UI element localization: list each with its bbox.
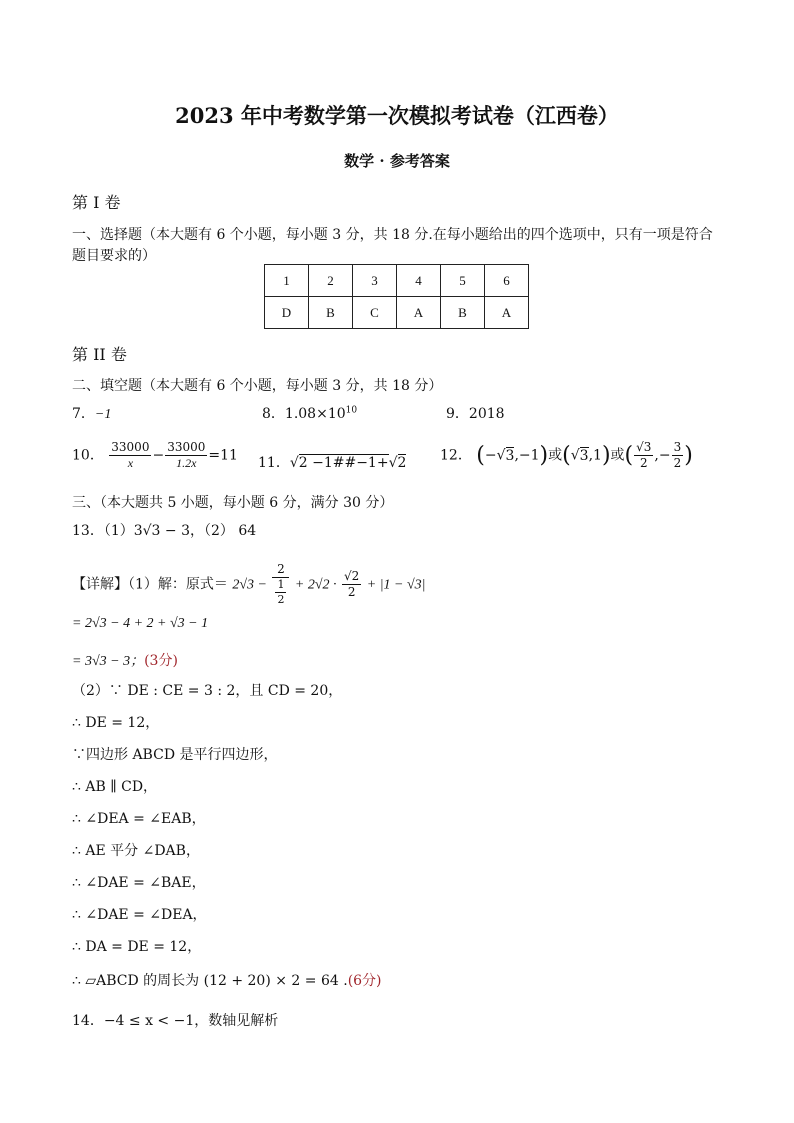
detail-line: 【详解】（1）解：原式＝ 2√3 − $\frac{2}{\frac{1}{2}}$ + 2√2 · $\frac{√2}{2}$ + |1 − √3| <box>72 562 426 606</box>
choice-intro-line2: 题目要求的） <box>72 248 156 264</box>
answer-14: 14．−4 ≤ x < −1，数轴见解析 <box>72 1013 279 1029</box>
table-cell: 6 <box>485 265 529 297</box>
answer-table <box>264 264 529 329</box>
answer-11-label: 11． <box>258 455 290 471</box>
table-cell: A <box>397 297 441 329</box>
answer-11-text: 2 −1##−1+ <box>298 455 389 471</box>
detail-label: 【详解】 <box>72 576 128 593</box>
table-cell: 5 <box>441 265 485 297</box>
answer-8-value: 1.08×10 <box>284 406 346 422</box>
proof-line-4: ∴ AB ∥ CD， <box>72 779 158 795</box>
answer-7 <box>72 403 111 423</box>
choice-intro-line1: 一、选择题（本大题有 6 个小题，每小题 3 分，共 18 分.在每小题给出的四个选项中，只有一项是符合 <box>72 227 713 243</box>
table-cell: A <box>485 297 529 329</box>
answer-9-label: 9． <box>446 406 469 422</box>
fill-intro: 二、填空题（本大题有 6 个小题，每小题 3 分，共 18 分） <box>72 378 443 394</box>
answer-12-label: 12． <box>440 447 472 464</box>
table-cell: 3 <box>353 265 397 297</box>
answer-10-fraction-1: $\frac{33000}{x}$ <box>111 440 150 470</box>
table-cell: C <box>353 297 397 329</box>
answer-9-value: 2018 <box>468 406 505 422</box>
table-cell: D <box>265 297 309 329</box>
answer-10: 10． $\frac{33000}{x}$ − $\frac{33000}{1.2x}$ =11 <box>72 440 238 470</box>
answer-7-value: −1 <box>94 407 112 422</box>
proof-line-7: ∴ ∠DAE = ∠BAE， <box>72 875 206 891</box>
solve-intro: 三、（本大题共 5 小题，每小题 6 分，满分 30 分） <box>72 495 394 511</box>
step-1: = 2√3 − 4 + 2 + √3 − 1 <box>72 616 209 631</box>
answer-10-label: 10． <box>72 447 104 464</box>
proof-line-6: ∴ AE 平分 ∠DAB， <box>72 843 200 859</box>
proof-line-1: （2）∵ DE : CE = 3 : 2，且 CD = 20， <box>72 683 343 699</box>
proof-line-9: ∴ DA = DE = 12， <box>72 939 202 955</box>
answer-10-rhs: =11 <box>208 447 238 464</box>
table-cell: B <box>441 297 485 329</box>
part2-heading: 第 II 卷 <box>72 345 127 364</box>
answer-12: 12． (−√3,−1)或(√3,1)或( $\frac{√3}{2}$ ,− $\frac{3}{2}$ ) <box>440 440 693 470</box>
proof-line-10: ∴ ▱ABCD 的周长为 (12 + 20) × 2 = 64 .(6分) <box>72 973 382 989</box>
answer-12-or-2: 或 <box>610 447 625 464</box>
answer-11: 11．√2 −1##−1+√2 <box>258 455 407 471</box>
proof-line-2: ∴ DE = 12， <box>72 715 160 731</box>
table-row-answers <box>265 297 529 329</box>
table-cell: B <box>309 297 353 329</box>
table-cell: 4 <box>397 265 441 297</box>
page-subtitle: 数学 · 参考答案 <box>344 152 450 170</box>
step-2: = 3√3 − 3；(3分) <box>72 653 178 669</box>
table-cell: 1 <box>265 265 309 297</box>
page-title: 2023 年中考数学第一次模拟考试卷（江西卷） <box>175 103 619 128</box>
proof-line-5: ∴ ∠DEA = ∠EAB， <box>72 811 206 827</box>
table-cell: 2 <box>309 265 353 297</box>
answer-8 <box>262 403 357 423</box>
answer-8-exponent: 10 <box>345 405 358 416</box>
answer-9 <box>446 403 505 423</box>
answer-13: 13．（1）3√3 − 3，（2） 64 <box>72 523 257 539</box>
score-3: (3分) <box>144 653 178 669</box>
proof-line-8: ∴ ∠DAE = ∠DEA， <box>72 907 207 923</box>
answer-12-or-1: 或 <box>548 447 563 464</box>
table-row-numbers <box>265 265 529 297</box>
answer-11-tail: 2 <box>397 455 407 471</box>
proof-line-3: ∵四边形 ABCD 是平行四边形， <box>72 747 278 763</box>
part1-heading: 第 I 卷 <box>72 193 121 212</box>
answer-8-label: 8． <box>262 406 285 422</box>
answer-7-label: 7． <box>72 406 95 422</box>
answer-10-fraction-2: $\frac{33000}{1.2x}$ <box>167 440 206 470</box>
detail-text: （1）解：原式＝ <box>128 576 228 593</box>
score-6: (6分) <box>347 973 382 989</box>
